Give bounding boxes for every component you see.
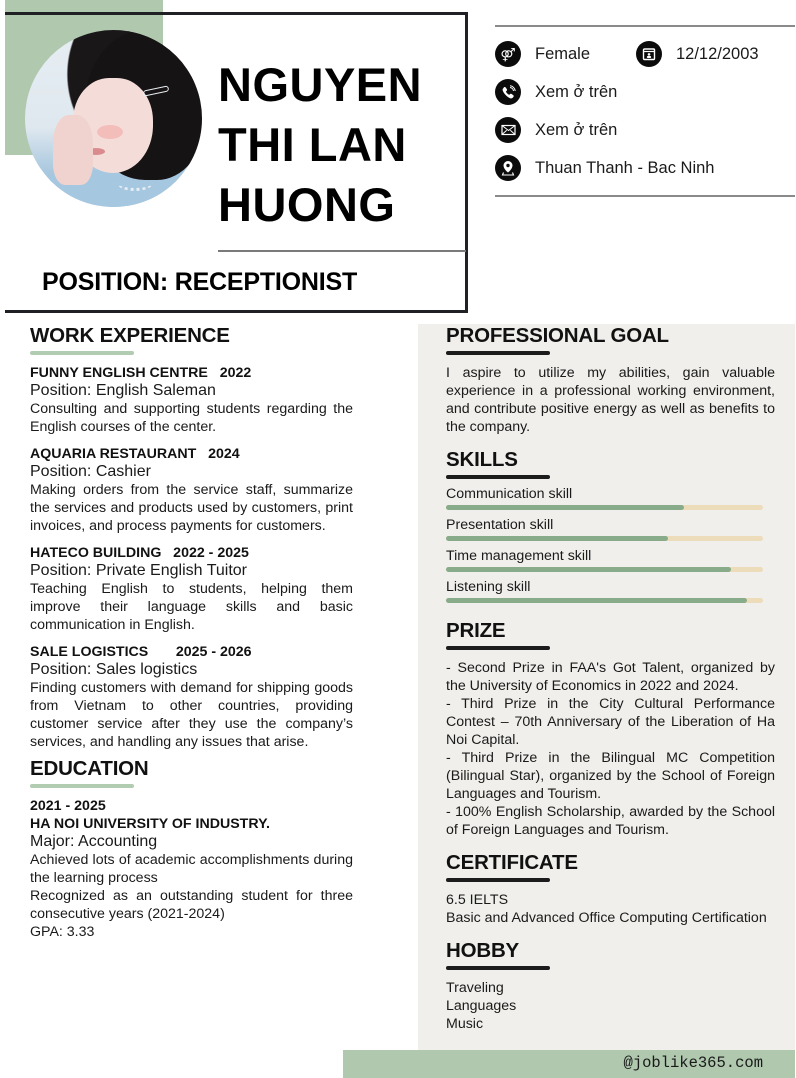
header-box-top-border [5, 12, 468, 15]
header-box-bottom-border [5, 310, 468, 313]
job-company-year: SALE LOGISTICS 2025 - 2026 [30, 644, 252, 660]
certificate-section [446, 849, 775, 927]
heading-underline [30, 784, 134, 788]
skill-bar-track [446, 505, 763, 510]
education-years: 2021 - 2025 [30, 798, 106, 814]
candidate-name [218, 55, 422, 235]
heading-underline [446, 351, 550, 355]
skills-list [446, 485, 775, 603]
name-divider [218, 250, 466, 252]
skill-bar-fill [446, 505, 684, 510]
professional-goal-section [446, 322, 775, 436]
skill-label: Presentation skill [446, 517, 554, 533]
skills-heading: SKILLS [446, 448, 518, 471]
footer-bar [343, 1050, 795, 1078]
education-gpa: GPA: 3.33 [30, 924, 95, 940]
job-position: Position: Cashier [30, 463, 151, 480]
skill-item [446, 516, 775, 541]
job-company-year: HATECO BUILDING 2022 - 2025 [30, 545, 249, 561]
job-entry [30, 643, 353, 751]
job-position: Position: English Saleman [30, 382, 216, 399]
email-value: Xem ở trên [535, 120, 618, 139]
certificate-heading: CERTIFICATE [446, 851, 578, 874]
name-line-1: NGUYEN [218, 58, 423, 111]
job-position: Position: Sales logistics [30, 661, 198, 678]
work-experience-heading: WORK EXPERIENCE [30, 324, 230, 347]
skill-bar-fill [446, 536, 668, 541]
position-title: POSITION: RECEPTIONIST [42, 268, 358, 296]
contact-address [495, 155, 714, 181]
education-school: HA NOI UNIVERSITY OF INDUSTRY. [30, 816, 270, 832]
heading-underline [446, 646, 550, 650]
job-company-year: AQUARIA RESTAURANT 2024 [30, 446, 240, 462]
certificate-item: Basic and Advanced Office Computing Certification [446, 910, 767, 926]
skill-item [446, 485, 775, 510]
heading-underline [446, 966, 550, 970]
gender-icon: ⚤ [495, 41, 521, 67]
heading-underline [446, 475, 550, 479]
hobby-item: Traveling [446, 980, 504, 996]
skill-label: Time management skill [446, 548, 592, 564]
prize-item: - 100% English Scholarship, awarded by the School of Foreign Languages and Tourism. [446, 804, 775, 838]
heading-underline [446, 878, 550, 882]
contact-top-divider [495, 25, 795, 27]
skill-item [446, 547, 775, 572]
skill-label: Listening skill [446, 579, 531, 595]
contact-phone [495, 79, 617, 105]
right-column [446, 322, 775, 1033]
education-detail: Recognized as an outstanding student for three consecutive years (2021-2024) [30, 888, 353, 922]
skills-section [446, 446, 775, 603]
photo-hand [53, 115, 93, 185]
prize-item: - Third Prize in the City Cultural Performance Contest – 70th Anniversary of the Liberation of Ha Noi Capital. [446, 696, 775, 748]
job-position: Position: Private English Tuitor [30, 562, 247, 579]
watermark-text: @joblike365.com [623, 1054, 763, 1072]
left-column [30, 322, 353, 941]
prize-item: - Second Prize in FAA's Got Talent, organized by the University of Economics in 2022 and 2024. [446, 660, 775, 694]
prize-item: - Third Prize in the Bilingual MC Competition (Bilingual Star), organized by the School of Foreign Languages and Tourism. [446, 750, 775, 802]
job-company-year: FUNNY ENGLISH CENTRE 2022 [30, 365, 252, 381]
address-value: Thuan Thanh - Bac Ninh [535, 158, 715, 177]
gender-value: Female [535, 44, 591, 63]
contact-gender [495, 41, 590, 67]
skill-bar-track [446, 536, 763, 541]
job-description: Teaching English to students, helping them improve their language skills and basic communication in English. [30, 581, 353, 633]
education-heading: EDUCATION [30, 757, 149, 780]
job-entry [30, 544, 353, 634]
job-entry [30, 445, 353, 535]
skill-bar-fill [446, 567, 731, 572]
job-description: Making orders from the service staff, summarize the services and products used by customers, print invoices, and process payments for customers. [30, 482, 353, 534]
calendar-icon [636, 41, 662, 67]
heading-underline [30, 351, 134, 355]
work-experience-section [30, 322, 353, 751]
contact-bottom-divider [495, 195, 795, 197]
photo-cheek [97, 125, 123, 139]
location-pin-icon [495, 155, 521, 181]
contact-birthday [636, 41, 759, 67]
skill-bar-track [446, 567, 763, 572]
job-description: Consulting and supporting students regarding the English courses of the center. [30, 401, 353, 435]
name-line-3: HUONG [218, 178, 396, 231]
education-detail: Achieved lots of academic accomplishments during the learning process [30, 852, 353, 886]
birthday-value: 12/12/2003 [676, 44, 759, 63]
skill-item [446, 578, 775, 603]
education-major: Major: Accounting [30, 833, 158, 850]
certificate-item: 6.5 IELTS [446, 892, 509, 908]
professional-goal-heading: PROFESSIONAL GOAL [446, 324, 669, 347]
hobby-item: Music [446, 1016, 484, 1032]
header-box-right-border [465, 12, 468, 313]
photo-sweater [25, 170, 202, 207]
photo-necklace [117, 175, 153, 191]
phone-icon [495, 79, 521, 105]
skill-bar-fill [446, 598, 747, 603]
hobby-item: Languages [446, 998, 517, 1014]
prize-section [446, 617, 775, 839]
education-section [30, 755, 353, 941]
skill-bar-track [446, 598, 763, 603]
hobby-heading: HOBBY [446, 939, 520, 962]
contact-email [495, 117, 617, 143]
professional-goal-text: I aspire to utilize my abilities, gain valuable experience in a professional working environment, and contribute positive energy as well as benefits to the company. [446, 365, 775, 435]
name-line-2: THI LAN [218, 118, 407, 171]
job-description: Finding customers with demand for shipping goods from Vietnam to other countries, providing customer service after they use the company’s services, and handling any issues that arise. [30, 680, 353, 750]
phone-value: Xem ở trên [535, 82, 618, 101]
mail-icon [495, 117, 521, 143]
job-entry [30, 364, 353, 436]
hobby-section [446, 937, 775, 1033]
skill-label: Communication skill [446, 486, 573, 502]
prize-heading: PRIZE [446, 619, 506, 642]
profile-photo [25, 30, 202, 207]
